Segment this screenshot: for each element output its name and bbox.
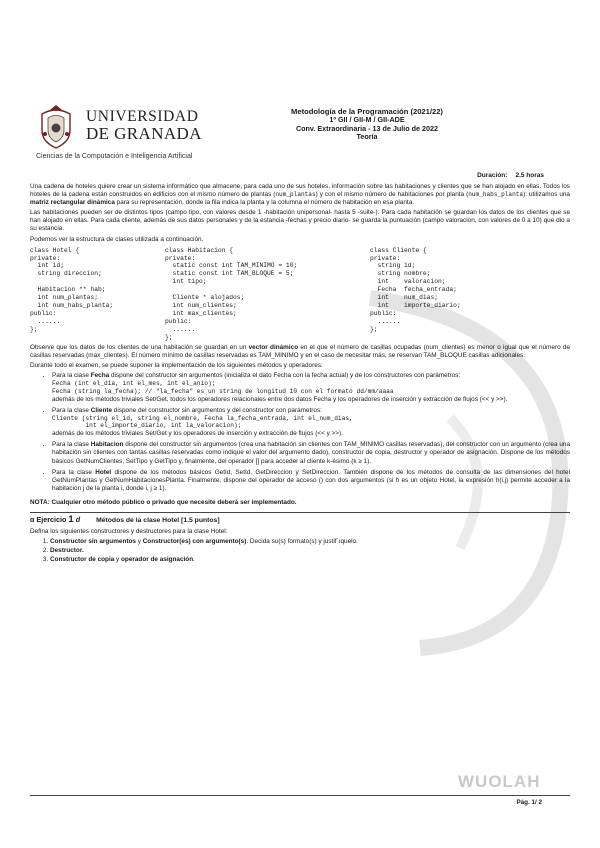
habitacion-class-code: class Habitacion { private: static const int TAM_MINIMO = 10; static const int TAM_BLOQUE = 5; int tipo; Cliente * alojados; int num_clientes; int max_clientes; public: ...... };: [165, 246, 298, 341]
task-item-1: [50, 538, 570, 546]
fecha-b: dispone del constructor sin argumentos (inicializa el dato Fecha con la fecha actual) y de los constructores con parámetros:: [109, 371, 461, 379]
intro-paragraph-1: [30, 183, 570, 207]
list-item-habitacion: [52, 441, 570, 465]
obs-b: en el que el número de casillas ocupadas (num_clientes) es menor o igual que el número de casillas reservadas (max_clientes). El número mínimo de casillas reservadas es TAM_MINIMO y en el caso de necesitar más, se reservan TAM_BLOQUE casillas adicionales.: [30, 343, 570, 359]
fecha-code-1: Fecha (int el_dia, int el_mes, int el_anio);: [52, 379, 216, 387]
cliente-class-code: class Cliente { private: string id; string nombre; int valoracion; Fecha fecha_entrada; int num_dias; int importe_diario; public: ...... };: [370, 246, 461, 333]
university-name-line1: UNIVERSIDAD: [86, 108, 199, 125]
duration-label: Duración:: [477, 172, 508, 179]
observation-paragraph: [30, 344, 570, 360]
list-item-cliente: [52, 407, 570, 439]
list-item-fecha: [52, 372, 570, 404]
exercise-number: 1: [68, 514, 74, 526]
class-structure-code: [30, 247, 570, 342]
task-list: [30, 538, 570, 564]
department-name: Ciencias de la Computación e Inteligencia Artificial: [36, 153, 193, 160]
exercise-heading: Métodos de la clase Hotel [1.5 puntos]: [96, 517, 220, 525]
exercise-prefix: α Ejercicio: [30, 515, 67, 525]
hab-b: dispone del constructor sin argumentos (crea una habitación sin clientes con TAM_MINIMO casillas reservadas), del constructor con un argumento (crea una habitación sin clientes con tantas casillas reservadas como indique el valor del argumento dado), constructor de copia, destructor y operador de asignación. Dispone de los métodos básicos GetNumClientes, SetTipo y GetTipo y, finalmente, del operador [] para acceder al cliente k-ésimo (k ≥ 1).: [52, 441, 570, 465]
exam-session: Conv. Extraordinaria - 13 de Julio de 2022: [295, 123, 439, 133]
exam-type: Teoría: [356, 131, 378, 141]
cliente-a: Para la clase: [52, 406, 91, 414]
university-name-line2: DE GRANADA: [86, 124, 202, 143]
intro-paragraph-2: Las habitaciones pueden ser de distintos tipos (campo tipo, con valores desde 1 -habitación unipersonal- hasta 5 -suite-). Para cada habitación se guardan los datos de los clientes que se han alojado en ellas. Para cada cliente, además de sus datos personales y de la estancia -fechas y precio diario- se guarda la puntuación (campo valoracion, con valores de 0 a 10) que dio a su estancia.: [30, 209, 570, 233]
task3-a: Constructor de copia: [50, 556, 115, 564]
task-item-3: [50, 556, 570, 564]
cliente-b: dispone del constructor sin argumentos y del constructor con parámetros:: [112, 406, 322, 414]
list-item-hotel: [52, 469, 570, 493]
task1-b: y: [135, 538, 143, 546]
exercise-suffix: d: [75, 515, 81, 525]
exercise-instructions: Defina los siguientes constructores y destructores para la clase Hotel:: [30, 528, 228, 536]
task3-b: y: [114, 556, 122, 564]
intro-p1-a: Una cadena de hoteles quiere crear un sistema informático que almacene, para cada uno de sus hoteles, información sobre las habitaciones y clientes que se han alojado en ellas. Todos los hoteles de la cadena están construidos en edificios con el mismo número de plantas (: [30, 183, 570, 199]
num-plantas-code: num_plantas: [275, 191, 316, 199]
task1-a: Constructor sin argumentos: [50, 538, 136, 546]
hotel-a: Para la clase: [52, 468, 96, 476]
hotel-b: dispone de los métodos básicos GetId, SetId, GetDireccion y SetDireccion. También dispone de los métodos de consulta de las dimensiones del hotel GetNumPlantas y GetNumHabitacionesPlanta. Finalmente, dispone del operador de acceso () con dos argumentos (si h es un objeto Hotel, la expresión h(i,j) permite acceder a la habitación j de la planta i, donde i, j ≥ 1).: [52, 468, 570, 492]
fecha-bold: Fecha: [90, 371, 110, 379]
assumption-paragraph: Durante todo el examen, se puede suponer la implementación de los siguientes métodos y operadores:: [30, 361, 323, 369]
intro-p1-bold: matriz rectangular dinámica: [30, 199, 115, 207]
hotel-class-code: class Hotel { private: int id; string direccion; Habitacion ** hab; int num_plantas; int num_habs_planta; public: ...... };: [30, 246, 114, 333]
cliente-bold: Cliente: [90, 406, 113, 414]
hab-a: Para la clase: [52, 441, 91, 449]
footer-divider: [30, 795, 570, 796]
intro-p1-b: ) y con el mismo número de habitaciones por planta (: [315, 191, 469, 199]
cliente-code-2: int el_importe_diario, int la_valoracion);: [52, 422, 242, 430]
duration-value: 2.5 horas: [515, 172, 544, 179]
duration: [477, 172, 544, 179]
nota: NOTA: Cualquier otro método público o privado que necesite deberá ser implementado.: [30, 498, 297, 506]
assumed-methods-list: [30, 372, 570, 493]
course-title: Metodología de la Programación (2021/22): [291, 107, 443, 116]
task-item-2: [50, 547, 570, 555]
intro-p1-d: para su representación, donde la fila indica la planta y la columna el número de habitación en esa planta.: [114, 199, 415, 207]
exam-header: [262, 108, 472, 141]
num-habs-planta-code: num_habs_planta: [468, 191, 524, 199]
section-divider: [30, 512, 570, 513]
exercise-title: [30, 516, 570, 525]
intro-paragraph-3: Podemos ver la estructura de clases utilizada a continuación.: [30, 235, 204, 243]
hotel-bold: Hotel: [95, 468, 112, 476]
task2: Destructor.: [50, 547, 84, 555]
fecha-code-2: Fecha (string la_fecha); // "la_fecha" es un string de longitud 10 con el formato dd/mm/aaaa: [52, 387, 394, 395]
exam-body: [30, 183, 570, 566]
task3-c: operador de asignación: [121, 556, 194, 564]
cliente-c: además de los métodos triviales Set/Get y los operadores de inserción y extracción de flujos (<< y >>).: [52, 430, 343, 438]
obs-bold: vector dinámico: [248, 343, 299, 351]
degree-line: 1º GII / GII-M / GII-ADE: [329, 115, 405, 125]
wuolah-watermark: WUOLAH: [458, 772, 541, 791]
task1-c: Constructor(es) con argumento(s): [142, 538, 247, 546]
fecha-a: Para la clase: [52, 371, 91, 379]
intro-p1-c: ): utilizamos una: [523, 191, 570, 199]
page-number: Pág. 1/ 2: [516, 799, 542, 806]
university-name: [86, 108, 202, 142]
cliente-code-1: Cliente (string el_id, string el_nombre, Fecha la_fecha_entrada, int el_num_dias,: [52, 414, 353, 422]
task3-d: .: [193, 556, 195, 564]
task1-d: . Decida su(s) formato(s) y justif´ıquelo.: [246, 538, 358, 546]
obs-a: Observe que los datos de los clientes de una habitación se guardan en un: [30, 343, 249, 351]
fecha-c: además de los métodos triviales Set/Get, todos los operadores relacionales entre dos datos Fecha y los operadores de inserción y extracción de flujos (<< y >>).: [52, 395, 508, 403]
hab-bold: Habitacion: [90, 441, 124, 449]
university-crest-icon: [36, 104, 76, 150]
